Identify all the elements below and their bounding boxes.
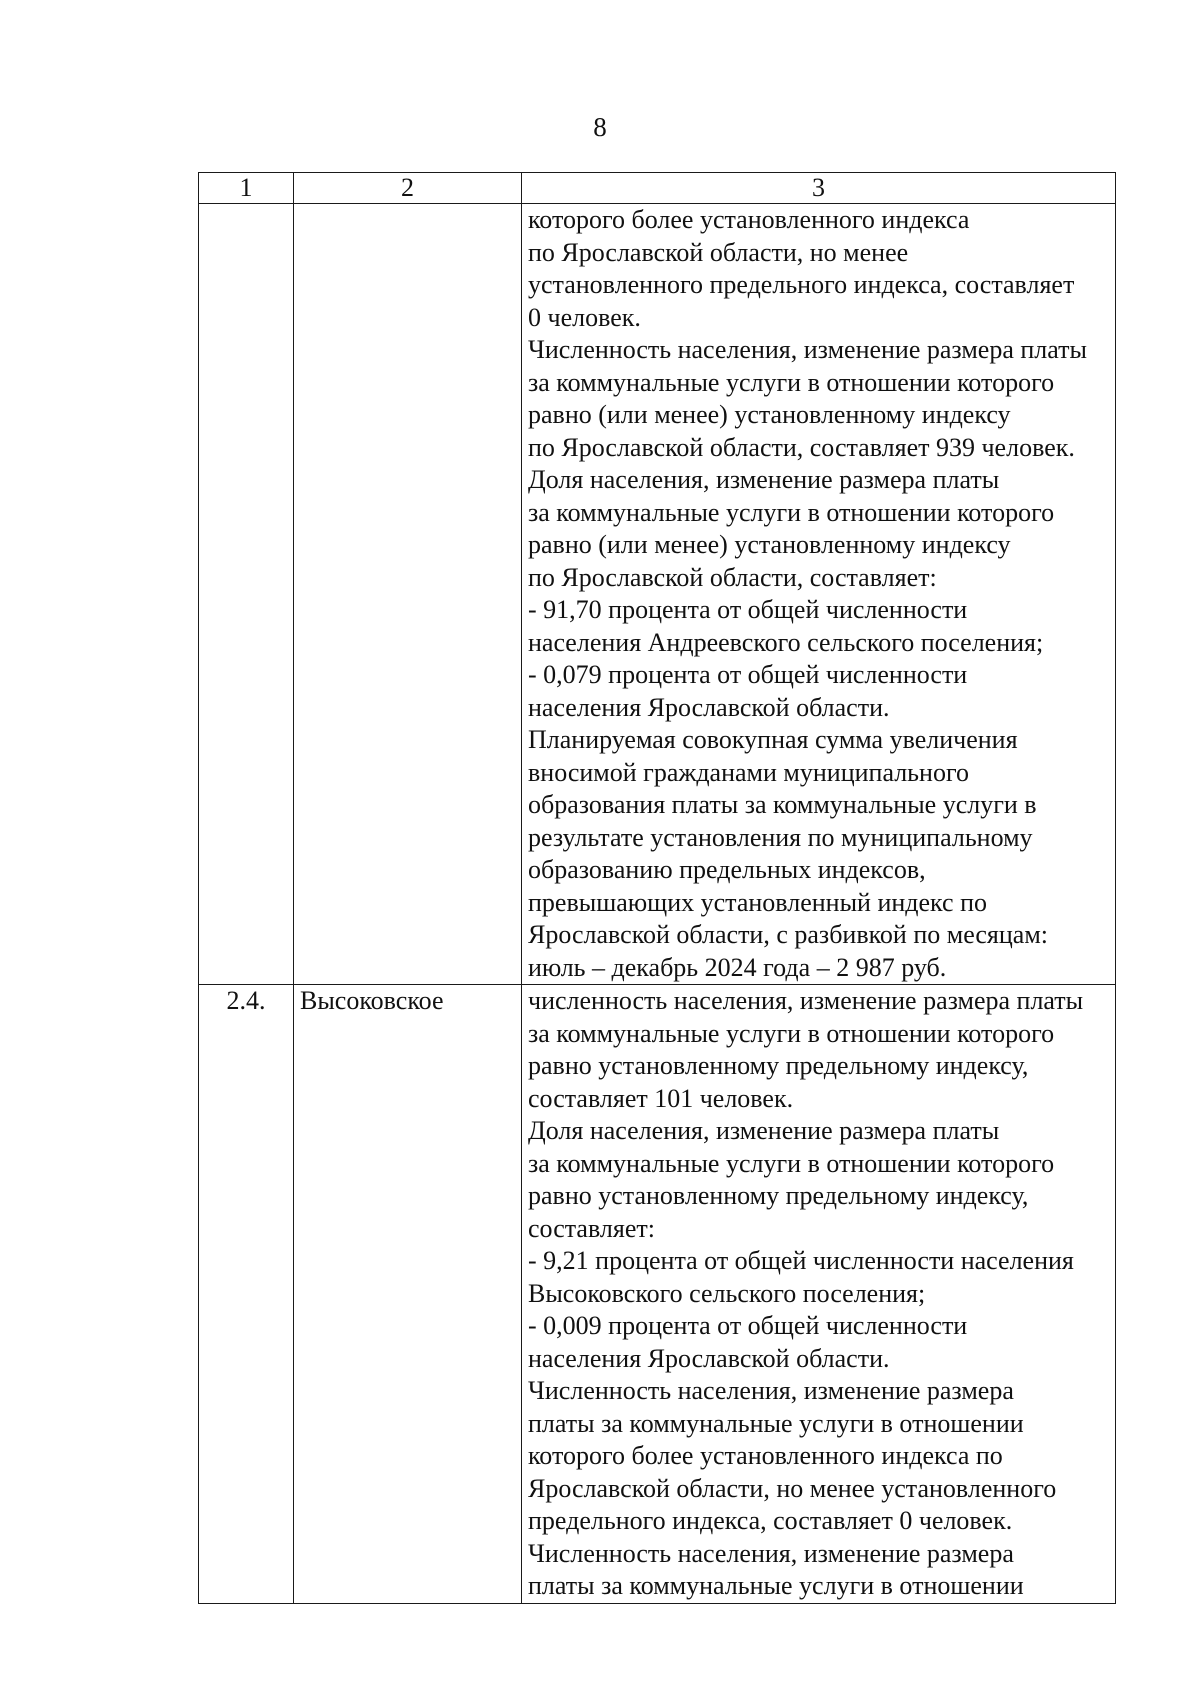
description-cell: [522, 204, 1116, 985]
page-number: 8: [593, 112, 607, 142]
text-line: по Ярославской области, составляет:: [528, 562, 937, 592]
text-line: превышающих установленный индекс по: [528, 887, 987, 917]
text-line: - 9,21 процента от общей численности населения: [528, 1246, 1074, 1275]
text-line: образованию предельных индексов,: [528, 855, 926, 884]
text-line: по Ярославской области, составляет 939 человек.: [528, 432, 1075, 462]
text-line: которого более установленного индекса: [528, 205, 970, 234]
text-line: предельного индекса, составляет 0 человек.: [528, 1506, 1013, 1535]
text-line: Численность населения, изменение размера платы: [528, 335, 1087, 364]
settlement-name-cell: Высоковское: [294, 985, 522, 1604]
text-line: Численность населения, изменение размера: [528, 1538, 1014, 1568]
text-line: вносимой гражданами муниципального: [528, 757, 969, 787]
text-line: - 91,70 процента от общей численности: [528, 595, 968, 624]
text-line: которого более установленного индекса по: [528, 1441, 1003, 1470]
text-line: за коммунальные услуги в отношении которого: [528, 367, 1055, 397]
text-line: 0 человек.: [528, 302, 641, 332]
text-line: - 0,079 процента от общей численности: [528, 660, 968, 689]
row-number-cell: [199, 204, 294, 985]
text-line: образования платы за коммунальные услуги в: [528, 790, 1037, 819]
text-line: Ярославской области, но менее установленного: [528, 1473, 1057, 1503]
data-table: [198, 172, 1116, 1604]
text-line: равно (или менее) установленному индексу: [528, 400, 1011, 429]
text-line: за коммунальные услуги в отношении которого: [528, 497, 1055, 527]
text-line: Доля населения, изменение размера платы: [528, 1116, 1000, 1145]
text-line: результате установления по муниципальному: [528, 822, 1033, 852]
header-col-2: 2: [294, 173, 522, 204]
text-line: населения Ярославской области.: [528, 1343, 890, 1373]
text-line: по Ярославской области, но менее: [528, 237, 909, 267]
table-header-row: [199, 173, 1116, 204]
text-line: равно (или менее) установленному индексу: [528, 530, 1011, 559]
text-line: установленного предельного индекса, составляет: [528, 270, 1075, 299]
text-line: составляет:: [528, 1213, 655, 1243]
description-cell: [522, 985, 1116, 1604]
text-line: Планируемая совокупная сумма увеличения: [528, 725, 1018, 754]
text-line: Высоковского сельского поселения;: [528, 1278, 926, 1308]
text-line: равно установленному предельному индексу,: [528, 1051, 1029, 1080]
table-row-2-4: [199, 985, 1116, 1604]
text-line: Доля населения, изменение размера платы: [528, 465, 1000, 494]
text-line: численность населения, изменение размера платы: [528, 986, 1084, 1015]
text-line: - 0,009 процента от общей численности: [528, 1311, 968, 1340]
header-col-3: 3: [522, 173, 1116, 204]
text-line: июль – декабрь 2024 года – 2 987 руб.: [528, 952, 947, 982]
text-line: за коммунальные услуги в отношении которого: [528, 1018, 1055, 1048]
text-line: платы за коммунальные услуги в отношении: [528, 1571, 1024, 1600]
text-line: составляет 101 человек.: [528, 1083, 794, 1113]
table-row-continuation: [199, 204, 1116, 985]
text-line: Численность населения, изменение размера: [528, 1376, 1014, 1405]
settlement-name-cell: [294, 204, 522, 985]
text-line: Ярославской области, с разбивкой по месяцам:: [528, 920, 1049, 949]
text-line: платы за коммунальные услуги в отношении: [528, 1408, 1024, 1438]
text-line: населения Ярославской области.: [528, 692, 890, 722]
text-line: за коммунальные услуги в отношении которого: [528, 1148, 1055, 1178]
text-line: населения Андреевского сельского поселения;: [528, 627, 1044, 657]
header-col-1: 1: [199, 173, 294, 204]
row-number-cell: 2.4.: [199, 985, 294, 1604]
text-line: равно установленному предельному индексу,: [528, 1181, 1029, 1210]
